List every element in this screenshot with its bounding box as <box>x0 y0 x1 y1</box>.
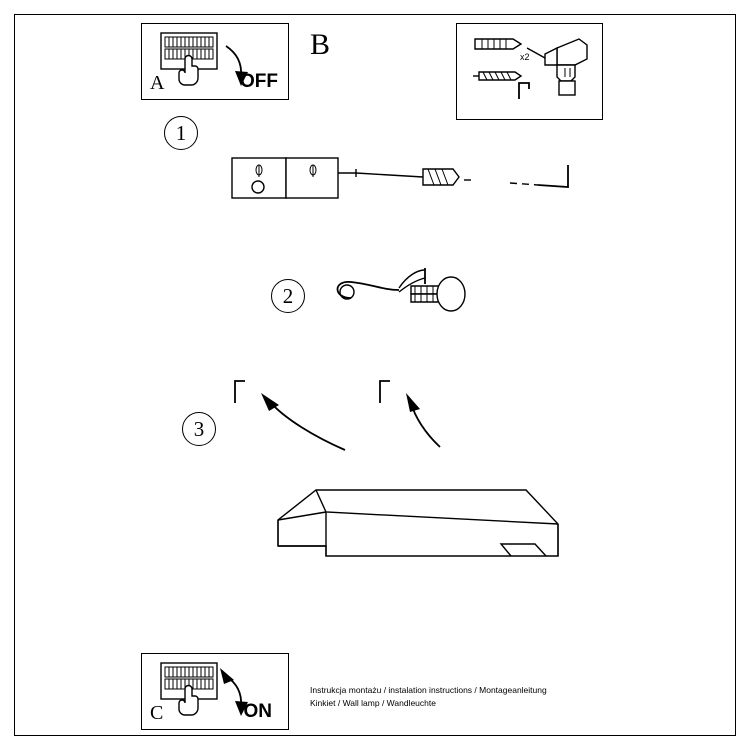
hook-bracket-icon <box>538 165 568 187</box>
footer-text-block <box>310 684 600 710</box>
drill-icon <box>527 39 587 95</box>
step-2-number: 2 <box>282 283 294 308</box>
hook-bracket-icon <box>519 83 529 99</box>
panel-a-action-label: OFF <box>240 71 278 92</box>
step-2-number-badge <box>271 279 305 313</box>
wall-lamp-body-icon <box>268 478 568 588</box>
wall-mounting-plate-icon <box>232 158 338 198</box>
panel-c <box>141 653 289 730</box>
panel-c-action-label: ON <box>243 701 272 722</box>
footer-line-2: Kinkiet / Wall lamp / Wandleuchte <box>310 698 436 708</box>
panel-c-letter: C <box>150 702 164 724</box>
panel-b-letter: B <box>310 28 331 61</box>
arrow-up-left-icon <box>261 393 345 450</box>
step-3-number: 3 <box>193 416 205 441</box>
hook-bracket-icon <box>380 381 390 403</box>
step-2-graphics <box>325 258 485 328</box>
screw-icon <box>338 169 459 185</box>
quantity-label: x2 <box>520 52 530 62</box>
screw-icon <box>473 72 521 80</box>
step-3-lamp-graphics <box>268 478 568 588</box>
step-1-number: 1 <box>175 120 187 145</box>
panel-a-letter: A <box>150 72 165 94</box>
arrow-up-left-icon <box>406 393 440 447</box>
panel-b <box>456 23 603 120</box>
panel-b-graphics <box>457 24 602 119</box>
panel-a <box>141 23 289 100</box>
footer-line-1: Instrukcja montażu / instalation instructions / Montageanleitung <box>310 685 547 695</box>
step-3-number-badge <box>182 412 216 446</box>
step-1-graphics <box>228 150 598 220</box>
step-1-number-badge <box>164 116 198 150</box>
step-3-hooks-and-arrows <box>225 375 465 465</box>
wall-plug-icon <box>475 39 521 49</box>
lamp-socket-wiring-icon <box>325 258 485 328</box>
hook-bracket-icon <box>235 381 245 403</box>
